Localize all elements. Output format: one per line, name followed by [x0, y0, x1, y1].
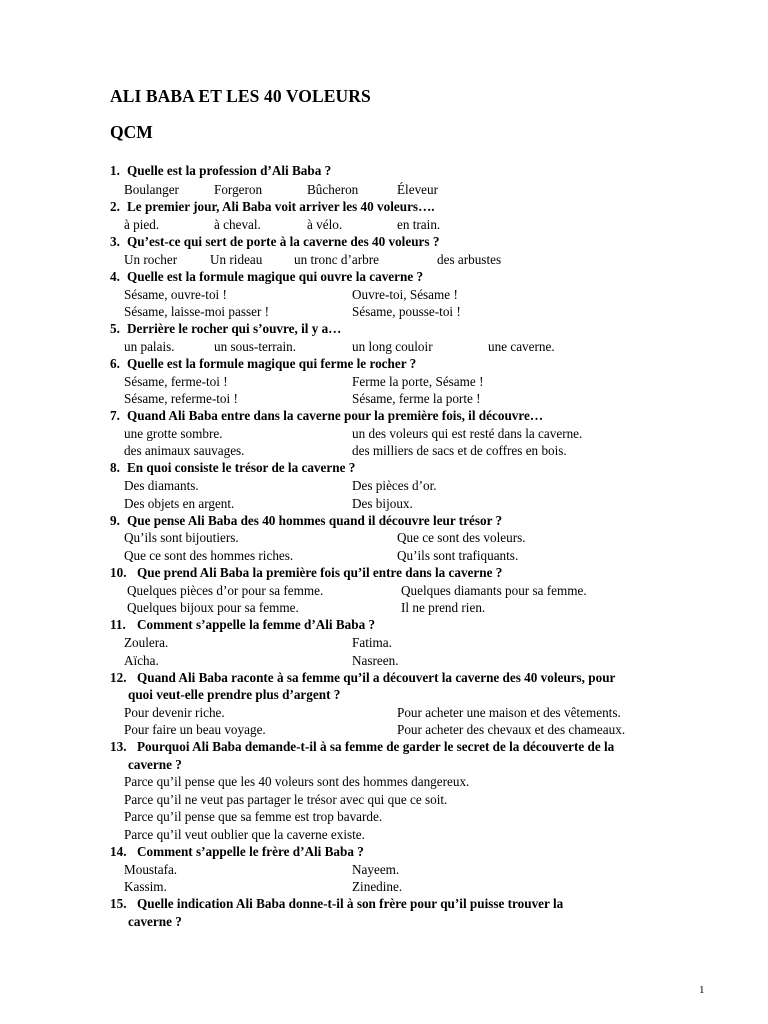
answer-option: Ouvre-toi, Sésame ! — [352, 287, 458, 302]
answer-option: à vélo. — [307, 217, 343, 232]
answer-option: Des objets en argent. — [124, 496, 235, 511]
question-number: 11. — [110, 617, 126, 632]
question-15 — [110, 895, 563, 912]
answer-option: Sésame, pousse-toi ! — [352, 304, 461, 319]
answer-option: Pour faire un beau voyage. — [124, 722, 266, 737]
question-text: Comment s’appelle la femme d’Ali Baba ? — [137, 617, 376, 632]
answer-option: Quelques pièces d’or pour sa femme. — [127, 583, 324, 598]
question-text: Comment s’appelle le frère d’Ali Baba ? — [137, 844, 364, 859]
answer-option: Forgeron — [214, 182, 263, 197]
answer-option: Des diamants. — [124, 478, 199, 493]
answer-option: Des pièces d’or. — [352, 478, 437, 493]
answer-option: Pour devenir riche. — [124, 705, 225, 720]
question-10 — [110, 564, 502, 581]
answer-option: Sésame, ferme la porte ! — [352, 391, 481, 406]
answer-option: Boulanger — [124, 182, 179, 197]
answer-option: Un rocher — [124, 252, 178, 267]
answer-option: Nayeem. — [352, 862, 400, 877]
question-15-continued: caverne ? — [128, 914, 182, 929]
question-text: Derrière le rocher qui s’ouvre, il y a… — [127, 321, 342, 336]
question-number: 2. — [110, 199, 120, 214]
question-7 — [110, 407, 543, 424]
answer-option: Il ne prend rien. — [401, 600, 486, 615]
answer-option: Des bijoux. — [352, 496, 413, 511]
question-4 — [110, 268, 423, 285]
question-9 — [110, 512, 502, 529]
question-12 — [110, 669, 615, 686]
answer-option: Ferme la porte, Sésame ! — [352, 374, 484, 389]
answer-option: Nasreen. — [352, 653, 399, 668]
question-text: En quoi consiste le trésor de la caverne ? — [127, 460, 356, 475]
question-6 — [110, 355, 416, 372]
question-5 — [110, 320, 341, 337]
answer-option: un tronc d’arbre — [294, 252, 379, 267]
question-text: Quelle est la formule magique qui ouvre la caverne ? — [127, 269, 424, 284]
question-text: Quelle indication Ali Baba donne-t-il à son frère pour qu’il puisse trouver la — [137, 896, 564, 911]
question-text: Quelle est la formule magique qui ferme le rocher ? — [127, 356, 417, 371]
question-3 — [110, 233, 439, 250]
question-8 — [110, 459, 355, 476]
question-text: Le premier jour, Ali Baba voit arriver les 40 voleurs…. — [127, 199, 435, 214]
answer-option: des arbustes — [437, 252, 502, 267]
answer-option: Que ce sont des hommes riches. — [124, 548, 294, 563]
answer-option: Un rideau — [210, 252, 263, 267]
answer-option: Parce qu’il pense que les 40 voleurs sont des hommes dangereux. — [124, 774, 470, 789]
answer-option: Pour acheter des chevaux et des chameaux. — [397, 722, 626, 737]
question-number: 12. — [110, 670, 127, 685]
answer-option: Sésame, ferme-toi ! — [124, 374, 228, 389]
question-text: Quelle est la profession d’Ali Baba ? — [127, 163, 332, 178]
answer-option: Quelques bijoux pour sa femme. — [127, 600, 299, 615]
answer-option: une caverne. — [488, 339, 555, 354]
question-13 — [110, 738, 614, 755]
question-1 — [110, 162, 331, 179]
question-text: Quand Ali Baba entre dans la caverne pour la première fois, il découvre… — [127, 408, 544, 423]
question-2 — [110, 198, 435, 215]
question-13-continued: caverne ? — [128, 757, 182, 772]
answer-option: Parce qu’il ne veut pas partager le trésor avec qui que ce soit. — [124, 792, 448, 807]
question-text: Quand Ali Baba raconte à sa femme qu’il a découvert la caverne des 40 voleurs, pour — [137, 670, 616, 685]
question-11 — [110, 616, 375, 633]
question-text: Que prend Ali Baba la première fois qu’il entre dans la caverne ? — [137, 565, 503, 580]
question-number: 1. — [110, 163, 120, 178]
answer-option: Bûcheron — [307, 182, 359, 197]
question-number: 6. — [110, 356, 120, 371]
question-number: 14. — [110, 844, 127, 859]
answer-option: à cheval. — [214, 217, 261, 232]
question-number: 15. — [110, 896, 127, 911]
answer-option: un palais. — [124, 339, 175, 354]
question-number: 7. — [110, 408, 120, 423]
answer-option: un des voleurs qui est resté dans la caverne. — [352, 426, 583, 441]
question-14 — [110, 843, 364, 860]
answer-option: Moustafa. — [124, 862, 178, 877]
answer-option: Éleveur — [397, 182, 439, 197]
answer-option: Sésame, laisse-moi passer ! — [124, 304, 270, 319]
answer-option: en train. — [397, 217, 441, 232]
answer-option: Sésame, ouvre-toi ! — [124, 287, 227, 302]
question-number: 3. — [110, 234, 120, 249]
question-text: Que pense Ali Baba des 40 hommes quand il découvre leur trésor ? — [127, 513, 503, 528]
answer-option: Kassim. — [124, 879, 167, 894]
question-number: 8. — [110, 460, 120, 475]
question-number: 13. — [110, 739, 127, 754]
answer-option: Aïcha. — [124, 653, 159, 668]
answer-option: Zinedine. — [352, 879, 403, 894]
answer-option: un sous-terrain. — [214, 339, 297, 354]
question-text: Qu’est-ce qui sert de porte à la caverne des 40 voleurs ? — [127, 234, 440, 249]
answer-option: Quelques diamants pour sa femme. — [401, 583, 587, 598]
question-number: 9. — [110, 513, 120, 528]
answer-option: des milliers de sacs et de coffres en bois. — [352, 443, 567, 458]
question-number: 5. — [110, 321, 120, 336]
answer-option: une grotte sombre. — [124, 426, 223, 441]
answer-option: Parce qu’il pense que sa femme est trop bavarde. — [124, 809, 383, 824]
question-number: 10. — [110, 565, 127, 580]
answer-option: Sésame, referme-toi ! — [124, 391, 238, 406]
answer-option: des animaux sauvages. — [124, 443, 245, 458]
answer-option: un long couloir — [352, 339, 433, 354]
answer-option: Parce qu’il veut oublier que la caverne existe. — [124, 827, 365, 842]
answer-option: Zoulera. — [124, 635, 169, 650]
question-12-continued: quoi veut-elle prendre plus d’argent ? — [128, 687, 341, 702]
question-number: 4. — [110, 269, 120, 284]
answer-option: Pour acheter une maison et des vêtements. — [397, 705, 621, 720]
document-title: ALI BABA ET LES 40 VOLEURS — [110, 86, 371, 106]
answer-option: Qu’ils sont bijoutiers. — [124, 530, 239, 545]
question-text: Pourquoi Ali Baba demande-t-il à sa femme de garder le secret de la découverte de la — [137, 739, 615, 754]
section-title: QCM — [110, 122, 153, 142]
answer-option: Qu’ils sont trafiquants. — [397, 548, 519, 563]
answer-option: Fatima. — [352, 635, 392, 650]
answer-option: Que ce sont des voleurs. — [397, 530, 526, 545]
page-number: 1 — [699, 984, 705, 996]
answer-option: à pied. — [124, 217, 160, 232]
